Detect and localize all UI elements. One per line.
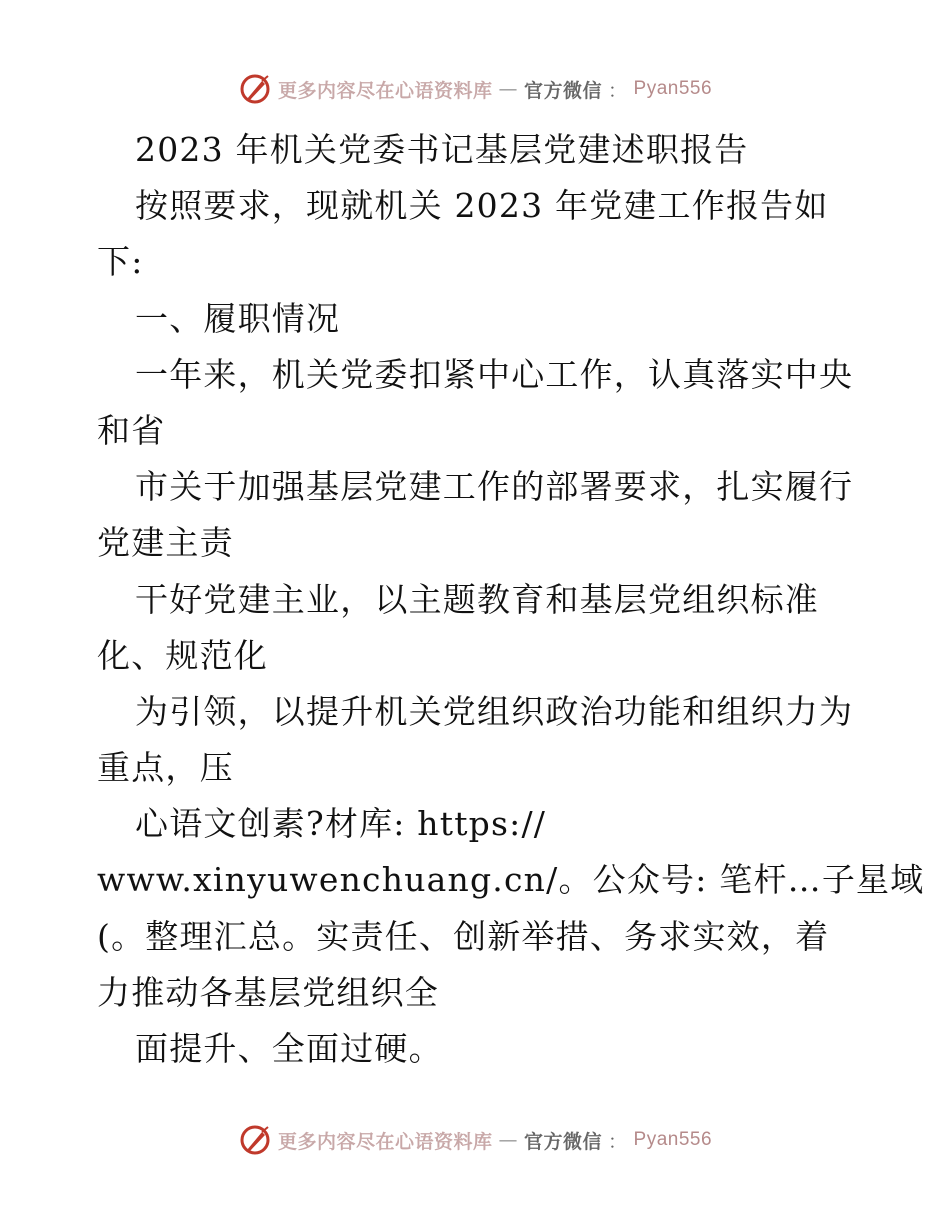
- document-body: [97, 122, 925, 1077]
- paragraph-line: 下:: [97, 242, 144, 282]
- watermark-official-label: 官方微信: [523, 1130, 602, 1153]
- watermark-official-label: 官方微信: [523, 79, 602, 102]
- watermark-dash: —: [498, 78, 518, 100]
- paragraph-line: 为引领，以提升机关党组织政治功能和组织力为: [135, 691, 854, 731]
- paragraph-line: 干好党建主业，以主题教育和基层党组织标准: [135, 579, 819, 619]
- watermark-colon: ：: [608, 1130, 628, 1153]
- watermark-text: 更多内容尽在心语资料库: [277, 79, 493, 102]
- header-watermark: [0, 69, 950, 109]
- watermark-dash: —: [498, 1129, 518, 1151]
- paragraph-line: 市关于加强基层党建工作的部署要求，扎实履行: [135, 467, 854, 507]
- paragraph-line: 化、规范化: [97, 635, 268, 675]
- paragraph-line: 和省: [97, 410, 166, 450]
- paragraph-line: 按照要求，现就机关 2023 年党建工作报告如: [135, 186, 829, 226]
- paragraph-line: www.xinyuwenchuang.cn/。公众号: 笔杆…子星域: [97, 860, 925, 900]
- document-title: 2023 年机关党委书记基层党建述职报告: [135, 130, 749, 169]
- quill-pen-circle-icon: [238, 1123, 272, 1157]
- paragraph-line: 一年来，机关党委扣紧中心工作，认真落实中央: [135, 354, 854, 394]
- paragraph-line: 面提升、全面过硬。: [135, 1029, 443, 1068]
- section-heading: 一、履职情况: [135, 298, 341, 338]
- watermark-text: 更多内容尽在心语资料库: [277, 1130, 493, 1153]
- paragraph-line: 力推动各基层党组织全: [97, 972, 439, 1012]
- paragraph-line: 心语文创素?材库: https://: [135, 804, 547, 844]
- quill-pen-circle-icon: [238, 72, 272, 106]
- paragraph-line: 党建主责: [97, 523, 234, 563]
- watermark-wechat-id: Pyan556: [633, 1129, 713, 1150]
- paragraph-line: (。整理汇总。实责任、创新举措、务求实效，着: [97, 916, 830, 956]
- watermark-wechat-id: Pyan556: [633, 78, 713, 99]
- footer-watermark: [0, 1120, 950, 1160]
- paragraph-line: 重点，压: [97, 748, 234, 788]
- watermark-colon: ：: [608, 79, 628, 102]
